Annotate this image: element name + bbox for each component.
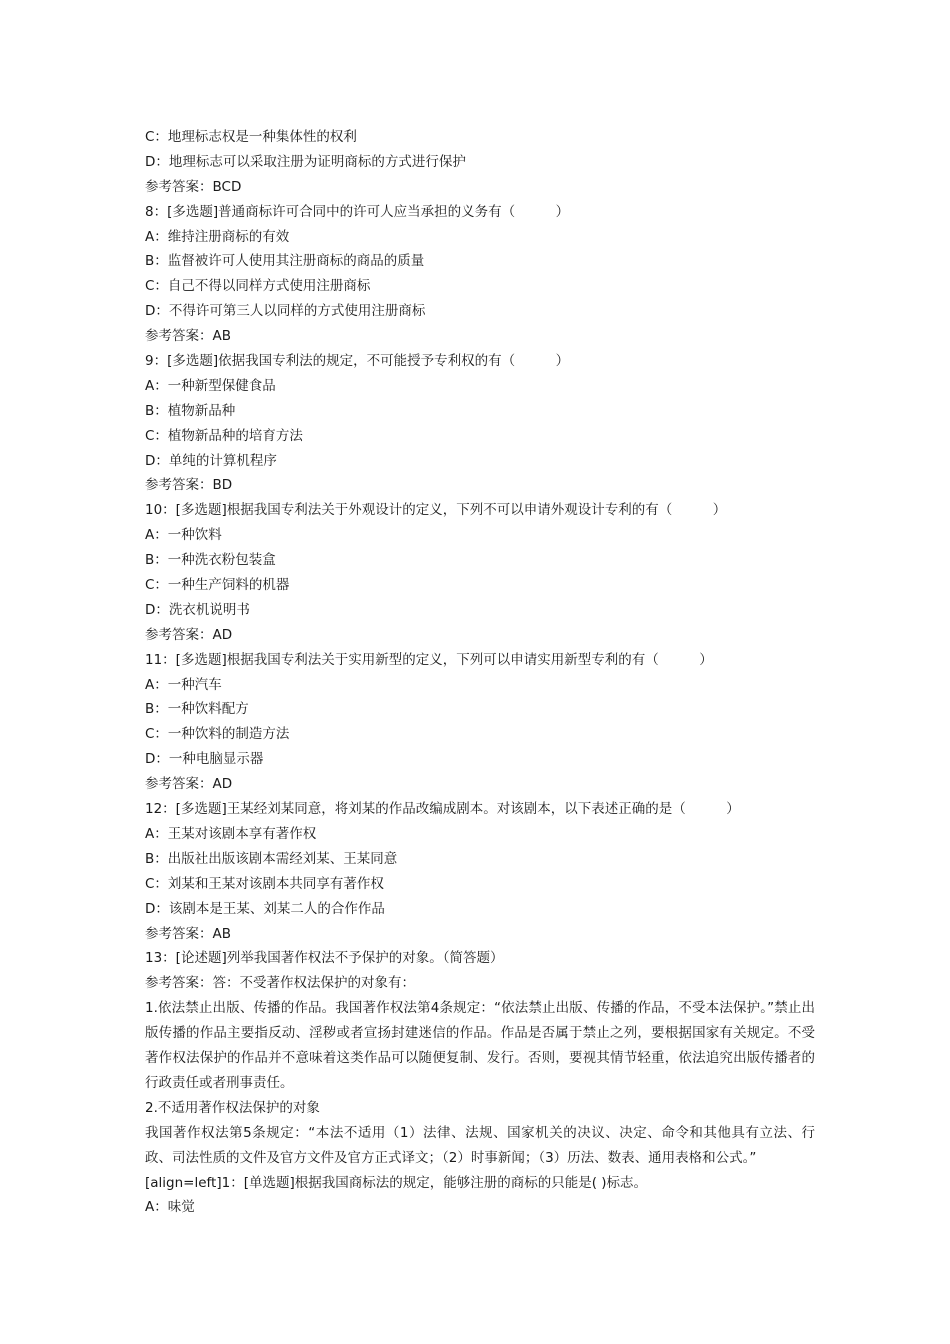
- option-b: B：监督被许可人使用其注册商标的商品的质量: [145, 253, 425, 270]
- answer-paragraph-1: 1.依法禁止出版、传播的作品。我国著作权法第4条规定：“依法禁止出版、传播的作品，不受本法保护。”禁止出版传播的作品主要指反动、淫秽或者宣扬封建迷信的作品。作品是否属于禁止之列，要根据国家有关规定。不受著作权法保护的作品并不意味着这类作品可以随便复制、发行。否则，要视其情节轻重，依法追究出版传播者的行政责任或者刑事责任。: [145, 1000, 815, 1091]
- question-11: 11：[多选题]根据我国专利法关于实用新型的定义，下列可以申请实用新型专利的有（ ）: [145, 651, 713, 668]
- option-d: D：该剧本是王某、刘某二人的合作作品: [145, 900, 385, 917]
- answer-line: 参考答案：AD: [145, 626, 233, 643]
- option-d: D：地理标志可以采取注册为证明商标的方式进行保护: [145, 153, 466, 170]
- answer-line: 参考答案：AB: [145, 328, 231, 345]
- option-a: A：维持注册商标的有效: [145, 228, 290, 245]
- answer-line: 参考答案：BD: [145, 477, 233, 494]
- question-1: [align=left]1：[单选题]根据我国商标法的规定，能够注册的商标的只能是( )标志。: [145, 1174, 648, 1191]
- question-10: 10：[多选题]根据我国专利法关于外观设计的定义，下列不可以申请外观设计专利的有（ ）: [145, 502, 727, 519]
- option-d: D：单纯的计算机程序: [145, 452, 277, 469]
- option-d: D：一种电脑显示器: [145, 751, 264, 768]
- option-b: B：出版社出版该剧本需经刘某、王某同意: [145, 850, 398, 867]
- option-d: D：洗衣机说明书: [145, 601, 250, 618]
- question-13: 13：[论述题]列举我国著作权法不予保护的对象。（简答题）: [145, 950, 504, 967]
- option-c: C：自己不得以同样方式使用注册商标: [145, 278, 371, 295]
- option-a: A：味觉: [145, 1199, 195, 1216]
- answer-intro: 参考答案：答：不受著作权法保护的对象有：: [145, 975, 415, 992]
- option-b: B：一种饮料配方: [145, 701, 249, 718]
- question-9: 9：[多选题]依据我国专利法的规定，不可能授予专利权的有（ ）: [145, 353, 570, 370]
- question-8: 8：[多选题]普通商标许可合同中的许可人应当承担的义务有（ ）: [145, 203, 570, 220]
- answer-paragraph-2: 我国著作权法第5条规定：“本法不适用（1）法律、法规、国家机关的决议、决定、命令和其他具有立法、行政、司法性质的文件及官方文件及官方正式译文；（2）时事新闻；（3）历法、数表、通用表格和公式。”: [145, 1124, 815, 1166]
- document-page: [145, 125, 815, 1220]
- answer-point-2-heading: 2.不适用著作权法保护的对象: [145, 1099, 320, 1116]
- answer-line: 参考答案：BCD: [145, 178, 242, 195]
- question-12: 12：[多选题]王某经刘某同意，将刘某的作品改编成剧本。对该剧本，以下表述正确的是（ ）: [145, 801, 740, 818]
- option-b: B：植物新品种: [145, 402, 236, 419]
- answer-line: 参考答案：AD: [145, 776, 233, 793]
- option-d: D：不得许可第三人以同样的方式使用注册商标: [145, 303, 426, 320]
- option-c: C：一种饮料的制造方法: [145, 726, 290, 743]
- option-c: C：植物新品种的培育方法: [145, 427, 303, 444]
- option-b: B：一种洗衣粉包装盒: [145, 552, 276, 569]
- option-c: C：地理标志权是一种集体性的权利: [145, 129, 357, 145]
- option-a: A：一种汽车: [145, 676, 222, 693]
- option-c: C：一种生产饲料的机器: [145, 577, 290, 594]
- option-a: A：一种新型保健食品: [145, 377, 276, 394]
- option-a: A：王某对该剧本享有著作权: [145, 825, 317, 842]
- option-c: C：刘某和王某对该剧本共同享有著作权: [145, 875, 384, 892]
- option-a: A：一种饮料: [145, 527, 222, 544]
- answer-line: 参考答案：AB: [145, 925, 231, 942]
